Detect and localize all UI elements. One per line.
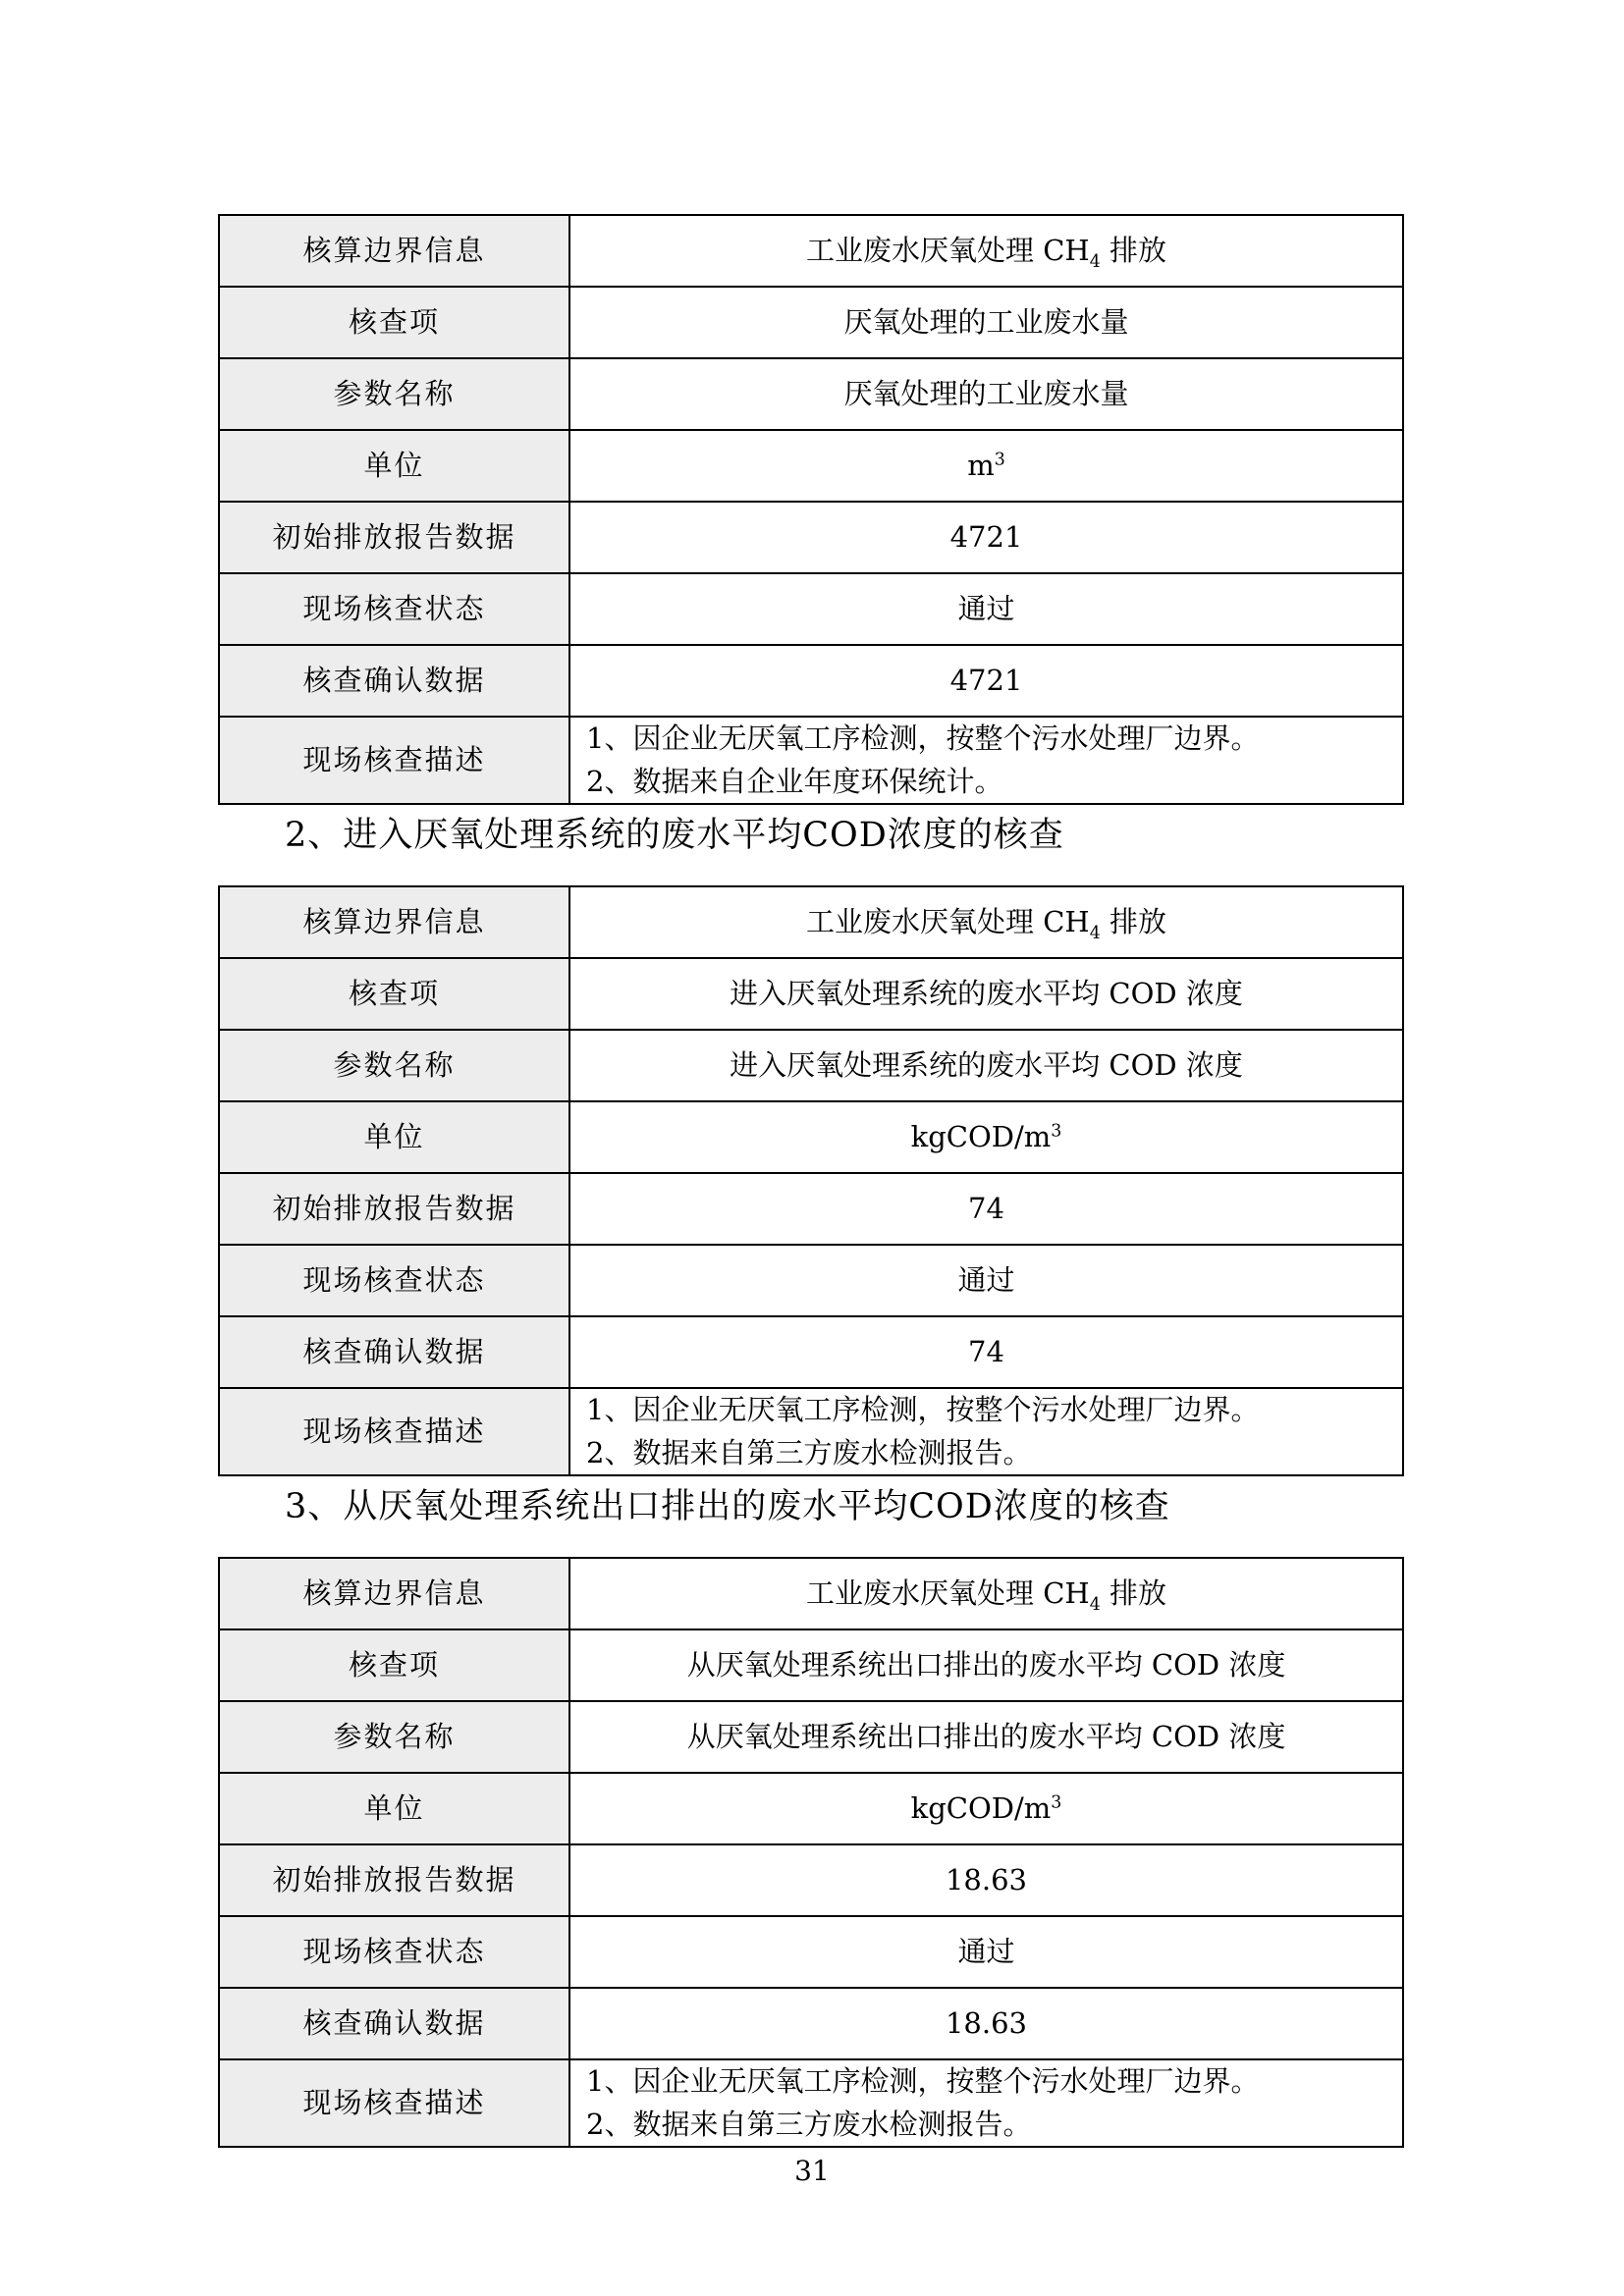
table-row [219,886,1403,958]
verification-table-2 [218,885,1404,1476]
table-row [219,502,1403,573]
label-unit: 单位 [219,1773,569,1844]
label-boundary: 核算边界信息 [219,886,569,958]
label-boundary: 核算边界信息 [219,1558,569,1629]
value-status: 通过 [569,573,1403,645]
value-initial: 74 [569,1173,1403,1245]
desc-line-2: 2、数据来自企业年度环保统计。 [586,764,1003,798]
table-row [219,958,1403,1030]
value-item: 从厌氧处理系统出口排出的废水平均 COD 浓度 [569,1629,1403,1701]
value-description [569,2059,1403,2147]
value-param: 从厌氧处理系统出口排出的废水平均 COD 浓度 [569,1701,1403,1773]
label-item: 核查项 [219,287,569,358]
desc-line-2: 2、数据来自第三方废水检测报告。 [586,2107,1032,2141]
table-row [219,645,1403,717]
table-row [219,573,1403,645]
label-description: 现场核查描述 [219,2059,569,2147]
desc-line-1: 1、因企业无厌氧工序检测，按整个污水处理厂边界。 [586,1393,1260,1426]
table-row [219,1916,1403,1988]
value-boundary: 工业废水厌氧处理 $CH_4$ 排放 [569,886,1403,958]
table-row [219,1173,1403,1245]
label-status: 现场核查状态 [219,1245,569,1316]
page-number: 31 [794,2155,830,2187]
value-confirmed: 4721 [569,645,1403,717]
label-param: 参数名称 [219,1701,569,1773]
label-boundary: 核算边界信息 [219,215,569,287]
label-description: 现场核查描述 [219,1388,569,1475]
section-heading-2: 2、进入厌氧处理系统的废水平均COD浓度的核查 [285,816,1064,855]
value-param: 厌氧处理的工业废水量 [569,358,1403,430]
table-row [219,1988,1403,2059]
value-unit: kgCOD/$m^3$ [569,1773,1403,1844]
value-status: 通过 [569,1245,1403,1316]
value-confirmed: 74 [569,1316,1403,1388]
desc-line-1: 1、因企业无厌氧工序检测，按整个污水处理厂边界。 [586,2064,1260,2098]
value-unit: $m^3$ [569,430,1403,502]
table-row [219,287,1403,358]
value-boundary: 工业废水厌氧处理 $CH_4$ 排放 [569,215,1403,287]
table-row [219,1316,1403,1388]
label-initial: 初始排放报告数据 [219,502,569,573]
label-item: 核查项 [219,958,569,1030]
table-row [219,1030,1403,1101]
table-row [219,1245,1403,1316]
value-unit: kgCOD/$m^3$ [569,1101,1403,1173]
label-confirmed: 核查确认数据 [219,645,569,717]
value-confirmed: 18.63 [569,1988,1403,2059]
desc-line-1: 1、因企业无厌氧工序检测，按整个污水处理厂边界。 [586,721,1260,755]
table-row [219,1773,1403,1844]
table-row [219,717,1403,804]
table-row [219,430,1403,502]
value-item: 厌氧处理的工业废水量 [569,287,1403,358]
table-row [219,215,1403,287]
table-row [219,1388,1403,1475]
label-status: 现场核查状态 [219,573,569,645]
value-param: 进入厌氧处理系统的废水平均 COD 浓度 [569,1030,1403,1101]
label-param: 参数名称 [219,358,569,430]
label-description: 现场核查描述 [219,717,569,804]
value-initial: 18.63 [569,1844,1403,1916]
value-description [569,1388,1403,1475]
label-confirmed: 核查确认数据 [219,1316,569,1388]
table-row [219,1701,1403,1773]
section-heading-3: 3、从厌氧处理系统出口排出的废水平均COD浓度的核查 [285,1487,1170,1526]
label-initial: 初始排放报告数据 [219,1173,569,1245]
label-param: 参数名称 [219,1030,569,1101]
table-row [219,1844,1403,1916]
label-unit: 单位 [219,1101,569,1173]
table-row [219,1629,1403,1701]
verification-table-1 [218,214,1404,805]
label-item: 核查项 [219,1629,569,1701]
verification-table-3 [218,1557,1404,2148]
table-row [219,358,1403,430]
label-initial: 初始排放报告数据 [219,1844,569,1916]
table-row [219,1558,1403,1629]
desc-line-2: 2、数据来自第三方废水检测报告。 [586,1435,1032,1469]
table-row [219,1101,1403,1173]
value-status: 通过 [569,1916,1403,1988]
label-unit: 单位 [219,430,569,502]
label-confirmed: 核查确认数据 [219,1988,569,2059]
value-initial: 4721 [569,502,1403,573]
label-status: 现场核查状态 [219,1916,569,1988]
value-description [569,717,1403,804]
table-row [219,2059,1403,2147]
value-boundary: 工业废水厌氧处理 $CH_4$ 排放 [569,1558,1403,1629]
value-item: 进入厌氧处理系统的废水平均 COD 浓度 [569,958,1403,1030]
